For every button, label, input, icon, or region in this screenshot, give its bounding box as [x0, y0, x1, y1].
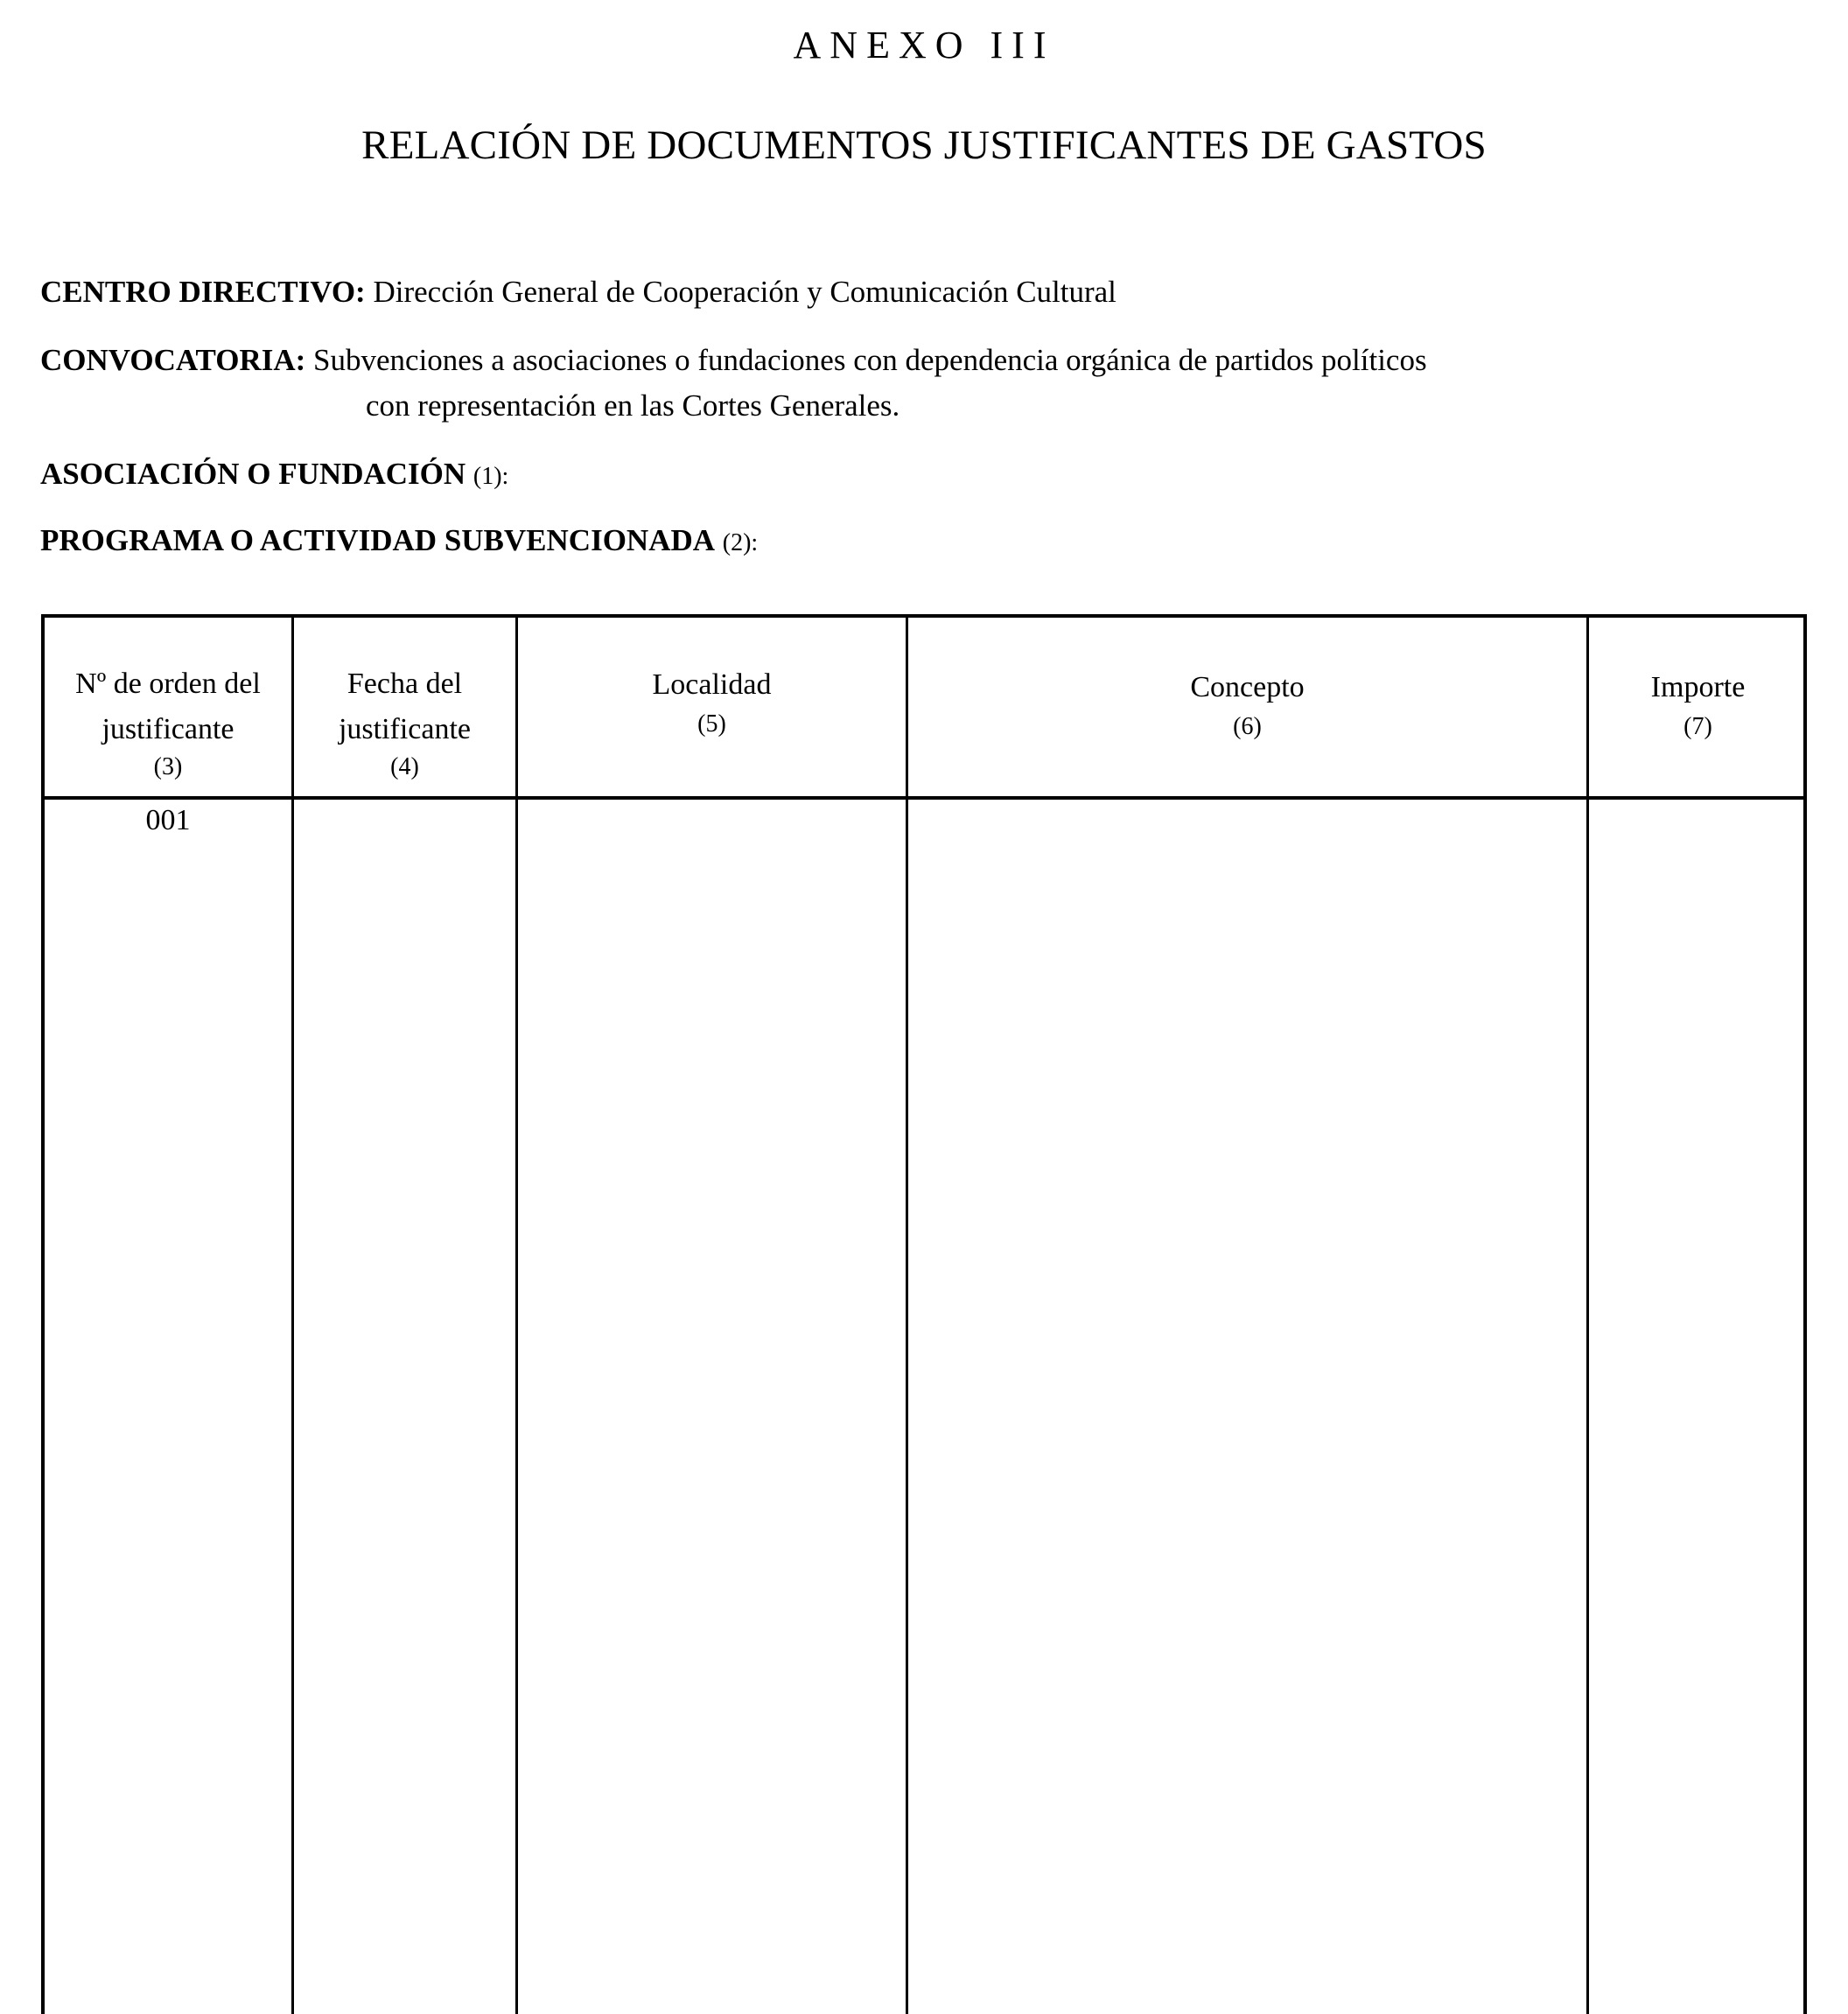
column-divider: [1586, 618, 1589, 2014]
annex-title: ANEXO III: [793, 24, 1055, 66]
header-note: (3): [153, 753, 183, 780]
header-divider: [45, 796, 1803, 800]
column-divider: [906, 618, 908, 2014]
header-text: Concepto: [1190, 671, 1305, 703]
header-text: Localidad: [652, 668, 772, 701]
convocatoria-value-line2: con representación en las Cortes Generales.: [366, 388, 900, 423]
cell-orden[interactable]: 001: [145, 804, 191, 836]
header-note: (5): [697, 710, 726, 738]
header-note: (7): [1684, 713, 1712, 740]
column-header-orden: [45, 618, 291, 796]
expenses-table: [41, 614, 1807, 2014]
programa-note: (2):: [722, 529, 759, 556]
asociacion-label: ASOCIACIÓN O FUNDACIÓN: [40, 457, 466, 491]
column-header-localidad: [518, 618, 906, 796]
header-text: Nº de orden del: [75, 668, 261, 700]
field-programa-actividad[interactable]: [40, 521, 758, 563]
convocatoria-label: CONVOCATORIA:: [40, 343, 306, 377]
column-divider: [515, 618, 518, 2014]
header-text: Importe: [1650, 671, 1746, 703]
field-asociacion-fundacion[interactable]: [40, 455, 508, 496]
centro-directivo-label: CENTRO DIRECTIVO:: [40, 275, 366, 309]
asociacion-note: (1):: [472, 463, 509, 490]
header-text: justificante: [338, 713, 472, 745]
centro-directivo-value: Dirección General de Cooperación y Comunicación Cultural: [373, 275, 1116, 309]
header-note: (4): [390, 753, 419, 780]
column-divider: [291, 618, 294, 2014]
column-header-concepto: [908, 618, 1586, 796]
programa-label: PROGRAMA O ACTIVIDAD SUBVENCIONADA: [40, 523, 716, 557]
header-text: justificante: [102, 713, 234, 745]
header-note: (6): [1233, 713, 1262, 740]
column-header-importe: [1589, 618, 1807, 796]
document-title: RELACIÓN DE DOCUMENTOS JUSTIFICANTES DE GASTOS: [361, 122, 1487, 168]
field-centro-directivo: [40, 273, 1116, 311]
column-header-fecha: [294, 618, 515, 796]
header-text: Fecha del: [346, 668, 463, 700]
field-convocatoria: [40, 341, 1427, 423]
convocatoria-value-line1: Subvenciones a asociaciones o fundaciones con dependencia orgánica de partidos políticos: [313, 343, 1427, 377]
